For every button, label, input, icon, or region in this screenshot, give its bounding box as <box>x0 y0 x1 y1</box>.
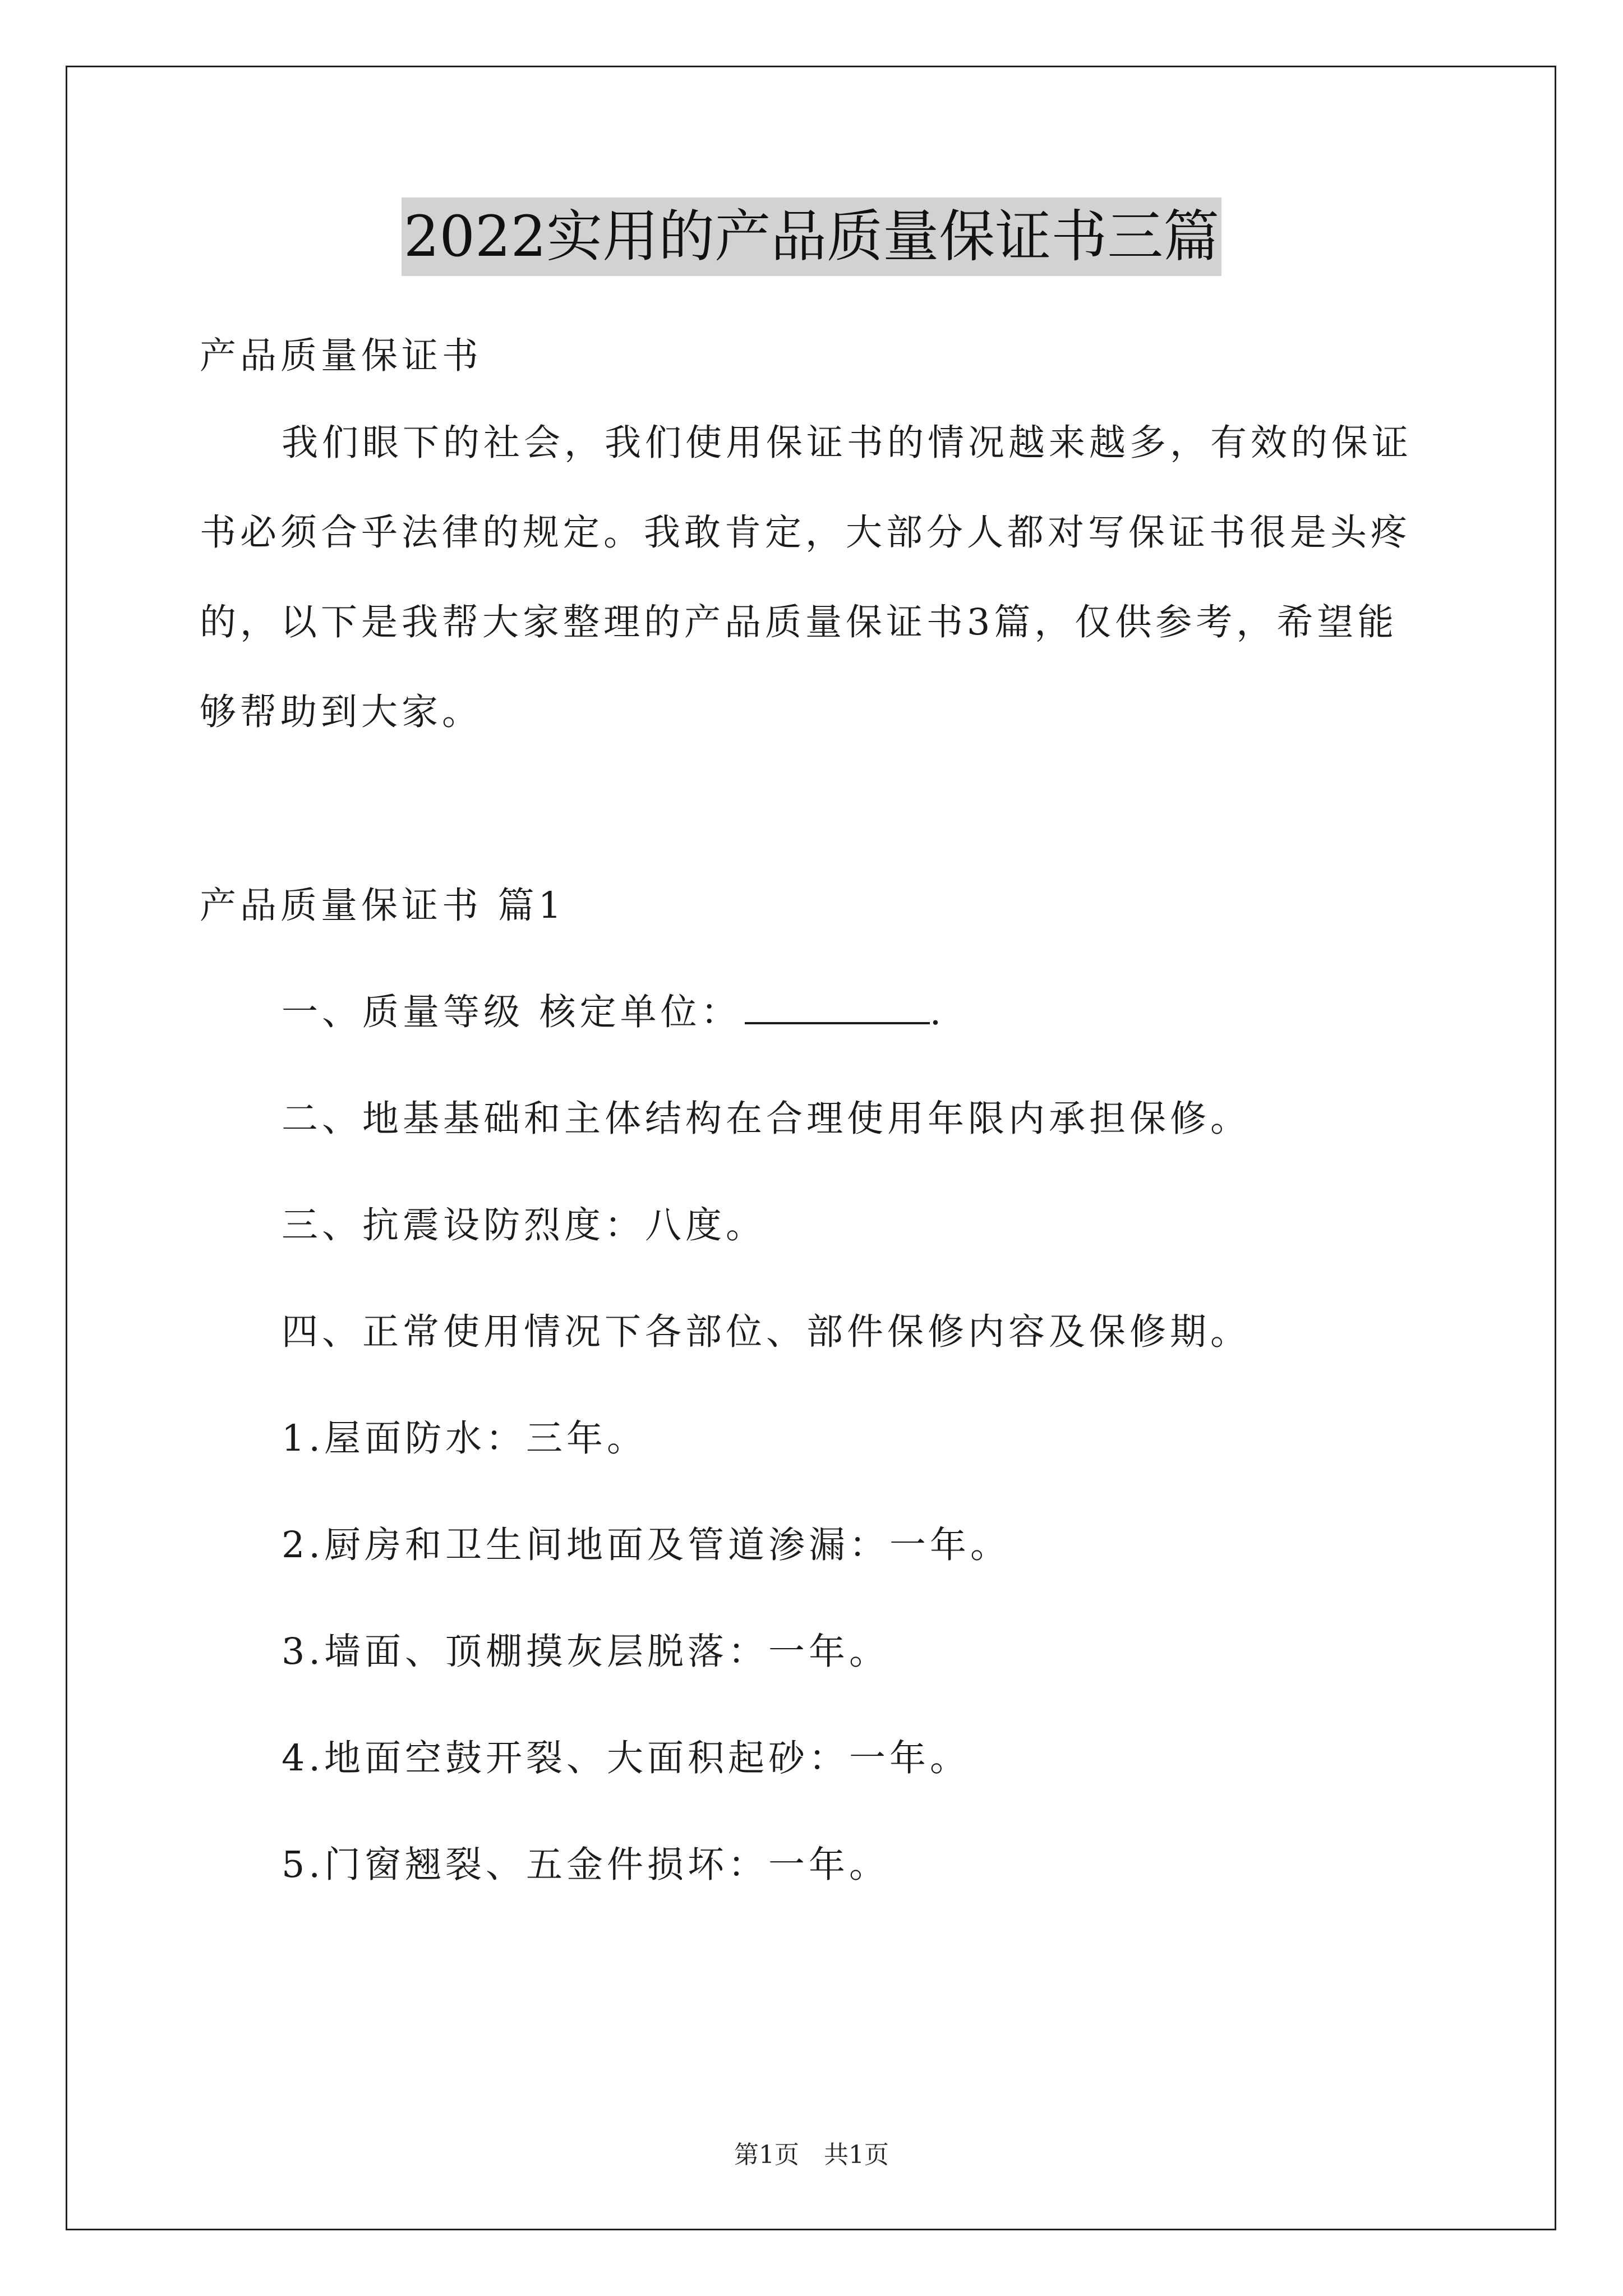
page-footer: 第1页 共1页 <box>734 2141 889 2169</box>
document-body <box>200 314 1428 1918</box>
list-item: 三、抗震设防烈度：八度。 <box>282 1204 767 1246</box>
intro-paragraph-line: 的，以下是我帮大家整理的产品质量保证书3篇，仅供参考，希望能 <box>200 601 1398 643</box>
title-container <box>0 197 1623 276</box>
document-title: 2022实用的产品质量保证书三篇 <box>402 197 1222 276</box>
blank-underline <box>745 992 930 1024</box>
list-item: 2.厨房和卫生间地面及管道渗漏：一年。 <box>282 1524 1011 1566</box>
intro-paragraph-line: 我们眼下的社会，我们使用保证书的情况越来越多，有效的保证 <box>282 422 1413 464</box>
list-item: 4.地面空鼓开裂、大面积起砂：一年。 <box>282 1737 971 1779</box>
intro-heading: 产品质量保证书 <box>200 335 483 377</box>
list-item-quality-level <box>200 959 1428 1066</box>
section-spacer <box>200 757 1428 864</box>
quality-level-label: 一、质量等级 核定单位： <box>282 991 741 1033</box>
quality-level-end: . <box>929 991 946 1033</box>
section-heading: 产品质量保证书 篇1 <box>200 885 566 927</box>
list-item: 5.门窗翘裂、五金件损坏：一年。 <box>282 1844 890 1886</box>
list-item: 二、地基基础和主体结构在合理使用年限内承担保修。 <box>282 1098 1251 1140</box>
intro-paragraph-line: 够帮助到大家。 <box>200 691 483 733</box>
list-item: 1.屋面防水：三年。 <box>282 1418 648 1460</box>
intro-paragraph-line: 书必须合乎法律的规定。我敢肯定，大部分人都对写保证书很是头疼 <box>200 512 1412 554</box>
list-item: 四、正常使用情况下各部位、部件保修内容及保修期。 <box>282 1311 1251 1353</box>
list-item: 3.墙面、顶棚摸灰层脱落：一年。 <box>282 1631 890 1673</box>
